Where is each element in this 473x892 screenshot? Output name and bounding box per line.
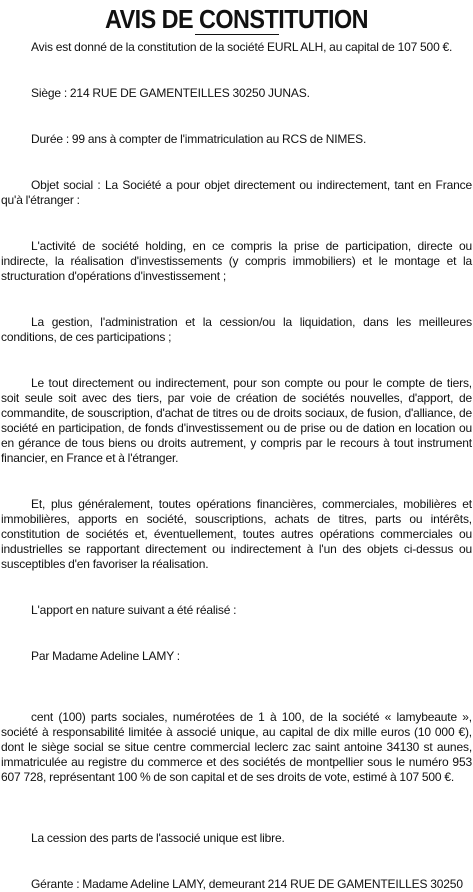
paragraph-tout-directement: Le tout directement ou indirectement, pour son compte ou pour le compte de tiers, soit seule soit avec des tiers, par voie de création de sociétés nouvelles, d'apport, de commandite, de souscription, d'achat de titres ou de droits sociaux, de fusion, d'alliance, de société en participation, de fonds d'investissement ou de prise ou de dation en location ou en gérance de tous biens ou droits autrement, y compris par le recours à tout instrument financier, en France et à l'étranger. xyxy=(1,376,472,465)
paragraph-capital: Avis est donné de la constitution de la société EURL ALH, au capital de 107 500 €. xyxy=(31,40,453,54)
paragraph-gerante: Gérante : Madame Adeline LAMY, demeurant 214 RUE DE GAMENTEILLES 30250 xyxy=(31,877,463,891)
notice-title: AVIS DE CONSTITUTION xyxy=(104,4,369,34)
title-underline xyxy=(195,34,279,35)
notice-body xyxy=(1,40,472,892)
paragraph-apport-nature: L'apport en nature suivant a été réalisé : xyxy=(31,603,237,617)
paragraph-cession: La cession des parts de l'associé unique est libre. xyxy=(31,831,285,845)
paragraph-objet-social: Objet social : La Société a pour objet directement ou indirectement, tant en France qu'à l'étranger : xyxy=(1,178,472,207)
paragraph-duree: Durée : 99 ans à compter de l'immatriculation au RCS de NIMES. xyxy=(31,132,367,146)
paragraph-parts-sociales: cent (100) parts sociales, numérotées de 1 à 100, de la société « lamybeaute », société à responsabilité limitée à associé unique, au capital de dix mille euros (10 000 €), dont le siège social se situe centre commercial leclerc zac saint antoine 34130 st aunes, immatriculée au registre du commerce et des sociétés de montpellier sous le numéro 953 607 728, représentant 100 % de son capital et de ses droits de vote, estimé à 107 500 €. xyxy=(1,710,472,784)
paragraph-siege: Siège : 214 RUE DE GAMENTEILLES 30250 JUNAS. xyxy=(31,86,310,100)
paragraph-holding: L'activité de société holding, en ce compris la prise de participation, directe ou indirecte, la réalisation d'investissements (y compris immobiliers) et le montage et la structuration d'opérations d'investissement ; xyxy=(1,239,472,283)
paragraph-apporteur: Par Madame Adeline LAMY : xyxy=(31,649,180,663)
paragraph-gestion: La gestion, l'administration et la cession/ou la liquidation, dans les meilleures conditions, de ces participations ; xyxy=(1,315,472,344)
paragraph-plus-generalement: Et, plus généralement, toutes opérations financières, commerciales, mobilières et immobilières, apports en société, souscriptions, achats de titres, parts ou intérêts, constitution de sociétés et, éventuellement, toutes autres opérations commerciales ou industrielles se rapportant directement ou indirectement à l'un des objets ci-dessus ou susceptibles d'en favoriser la réalisation. xyxy=(1,497,472,571)
